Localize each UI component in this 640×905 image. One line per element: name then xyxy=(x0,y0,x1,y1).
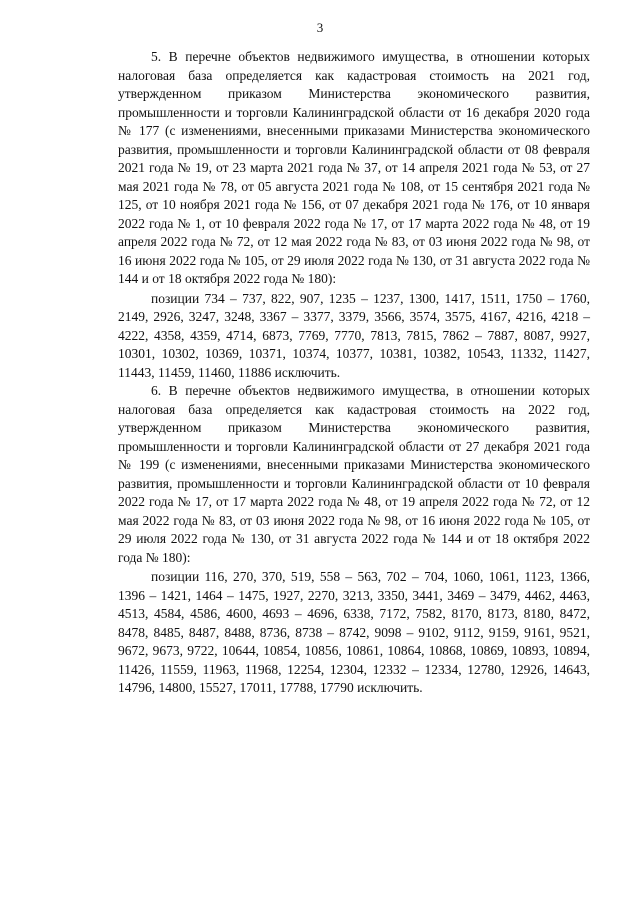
section-positions: позиции 734 – 737, 822, 907, 1235 – 1237, 1300, 1417, 1511, 1750 – 1760, 2149, 2926, 3247, 3248, 3367 – 3377, 3379, 3566, 3574, 3575, 4167, 4216, 4218 – 4222, 4358, 4359, 4714, 6873, 7769, 7770, 7813, 7815, 7862 – 7887, 8087, 9927, 10301, 10302, 10369, 10371, 10374, 10377, 10381, 10382, 10543, 11332, 11427, 11443, 11459, 11460, 11886 исключить. xyxy=(118,290,590,380)
section-item-5 xyxy=(118,48,590,382)
section-positions: позиции 116, 270, 370, 519, 558 – 563, 702 – 704, 1060, 1061, 1123, 1366, 1396 – 1421, 1464 – 1475, 1927, 2270, 3213, 3350, 3441, 3469 – 3479, 4462, 4463, 4513, 4584, 4586, 4600, 4693 – 4696, 6338, 7172, 7582, 8170, 8173, 8180, 8472, 8478, 8485, 8487, 8488, 8736, 8738 – 8742, 9098 – 9102, 9112, 9159, 9161, 9521, 9672, 9673, 9722, 10644, 10854, 10856, 10861, 10864, 10868, 10869, 10893, 10894, 11426, 11559, 11963, 11968, 12254, 12304, 12332 – 12334, 12780, 12926, 14643, 14796, 14800, 15527, 17011, 17788, 17790 исключить. xyxy=(118,569,590,695)
page-number: 3 xyxy=(316,20,324,35)
section-intro: 6. В перечне объектов недвижимого имущества, в отношении которых налоговая база определяется как кадастровая стоимость на 2022 год, утвержденном приказом Министерства экономического развития, промышленности и торговли Калининградской области от 27 декабря 2021 года № 199 (с изменениями, внесенными приказами Министерства экономического развития, промышленности и торговли Калининградской области от 10 февраля 2022 года № 17, от 17 марта 2022 года № 48, от 19 апреля 2022 года № 72, от 12 мая 2022 года № 83, от 03 июня 2022 года № 98, от 16 июня 2022 года № 105, от 29 июля 2022 года № 130, от 31 августа 2022 года № 144 и от 18 октября 2022 года № 180): xyxy=(118,383,590,565)
section-intro: 5. В перечне объектов недвижимого имущества, в отношении которых налоговая база определяется как кадастровая стоимость на 2021 год, утвержденном приказом Министерства экономического развития, промышленности и торговли Калининградской области от 16 декабря 2020 года № 177 (с изменениями, внесенными приказами Министерства экономического развития, промышленности и торговли Калининградской области от 08 февраля 2021 года № 19, от 23 марта 2021 года № 37, от 14 апреля 2021 года № 53, от 27 мая 2021 года № 78, от 05 августа 2021 года № 108, от 15 сентября 2021 года № 125, от 10 ноября 2021 года № 156, от 07 декабря 2021 года № 176, от 10 января 2022 года № 1, от 10 февраля 2022 года № 17, от 17 марта 2022 года № 48, от 19 апреля 2022 года № 72, от 12 мая 2022 года № 83, от 03 июня 2022 года № 98, от 16 июня 2022 года № 105, от 29 июля 2022 года № 130, от 31 августа 2022 года № 144 и от 18 октября 2022 года № 180): xyxy=(118,49,590,286)
document-body xyxy=(118,48,590,698)
section-item-6 xyxy=(118,382,590,698)
